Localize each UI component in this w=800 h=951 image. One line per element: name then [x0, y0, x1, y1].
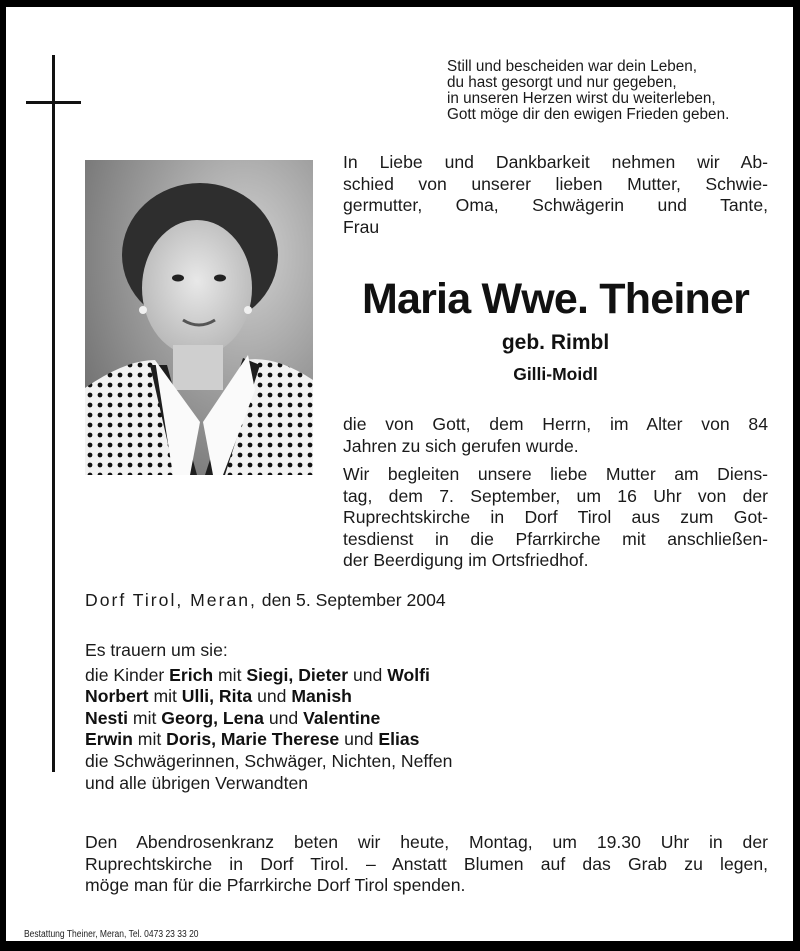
closing-line: Ruprechtskirche in Dorf Tirol. – Anstatt Blumen auf das Grab zu legen,: [85, 853, 768, 874]
obituary-page: [6, 7, 793, 941]
family-names: Ulli, Rita: [181, 686, 253, 707]
mourner-family-row: [85, 708, 585, 730]
death-notice-line: Jahren zu sich gerufen wurde.: [343, 435, 579, 456]
child-name: Norbert: [85, 686, 149, 707]
cross-icon-bar: [26, 101, 81, 104]
memorial-poem: [447, 59, 777, 123]
family-names: Wolfi: [387, 664, 430, 685]
funeral-notice-line: tesdienst in die Pfarrkirche mit anschließen-: [343, 528, 768, 549]
intro-line: schied von unserer lieben Mutter, Schwie-: [343, 173, 768, 194]
poem-line: in unseren Herzen wirst du weiterleben,: [447, 90, 716, 107]
mourners-intro: Es trauern um sie:: [85, 640, 228, 660]
connector: mit: [153, 686, 177, 707]
mourner-family-row: [85, 729, 585, 751]
child-name: Nesti: [85, 707, 129, 728]
death-notice: [343, 414, 768, 457]
closing-line: möge man für die Pfarrkirche Dorf Tirol spenden.: [85, 875, 466, 896]
funeral-notice-line: der Beerdigung im Ortsfriedhof.: [343, 550, 589, 570]
portrait-image: [85, 160, 313, 475]
dateline: [85, 590, 446, 611]
family-names: Georg, Lena: [161, 707, 264, 728]
relatives-line: und alle übrigen Verwandten: [85, 772, 309, 793]
child-name: Erich: [169, 664, 214, 685]
relatives-line: die Schwägerinnen, Schwäger, Nichten, Neffen: [85, 750, 453, 771]
deceased-name: Maria Wwe. Theiner: [361, 275, 750, 323]
connector: mit: [137, 729, 162, 750]
connector: und: [268, 707, 299, 728]
closing-notice: [85, 832, 768, 897]
dateline-place: Dorf Tirol, Meran,: [85, 590, 257, 610]
funeral-home-credit: Bestattung Theiner, Meran, Tel. 0473 23 33 20: [24, 929, 199, 940]
intro-line: In Liebe und Dankbarkeit nehmen wir Ab-: [343, 152, 768, 172]
family-names: Doris, Marie Therese: [166, 729, 340, 750]
connector: und: [257, 686, 287, 707]
poem-line: Still und bescheiden war dein Leben,: [447, 58, 698, 75]
mourner-family-row: [85, 665, 585, 687]
funeral-notice: [343, 464, 768, 572]
connector: und: [352, 664, 383, 685]
funeral-notice-line: Ruprechtskirche in Dorf Tirol aus zum Got-: [343, 507, 768, 527]
deceased-birth-name: geb. Rimbl: [501, 331, 610, 354]
connector: mit: [132, 707, 157, 728]
mourner-family-row: [85, 686, 585, 708]
family-names: Valentine: [303, 707, 381, 728]
death-notice-line: die von Gott, dem Herrn, im Alter von 84: [343, 414, 768, 434]
portrait-photo: [85, 160, 313, 475]
children-prefix: die Kinder: [85, 664, 165, 685]
dateline-date: den 5. September 2004: [261, 590, 446, 610]
connector: mit: [218, 664, 242, 685]
family-names: Manish: [291, 686, 352, 707]
family-names: Siegi, Dieter: [246, 664, 349, 685]
intro-line: germutter, Oma, Schwägerin und Tante,: [343, 195, 768, 215]
connector: und: [344, 729, 374, 750]
poem-line: Gott möge dir den ewigen Frieden geben.: [447, 106, 730, 123]
funeral-notice-line: tag, dem 7. September, um 16 Uhr von der: [343, 485, 768, 506]
closing-line: Den Abendrosenkranz beten wir heute, Montag, um 19.30 Uhr in der: [85, 832, 768, 852]
funeral-notice-line: Wir begleiten unsere liebe Mutter am Diens-: [343, 464, 768, 484]
intro-line: Frau: [343, 216, 380, 237]
family-names: Elias: [378, 729, 420, 750]
mourners-list: [85, 640, 585, 794]
farewell-intro: [343, 152, 768, 238]
poem-line: du hast gesorgt und nur gegeben,: [447, 74, 677, 91]
deceased-nickname: Gilli-Moidl: [513, 364, 598, 384]
child-name: Erwin: [85, 729, 133, 750]
cross-icon: [52, 55, 55, 772]
